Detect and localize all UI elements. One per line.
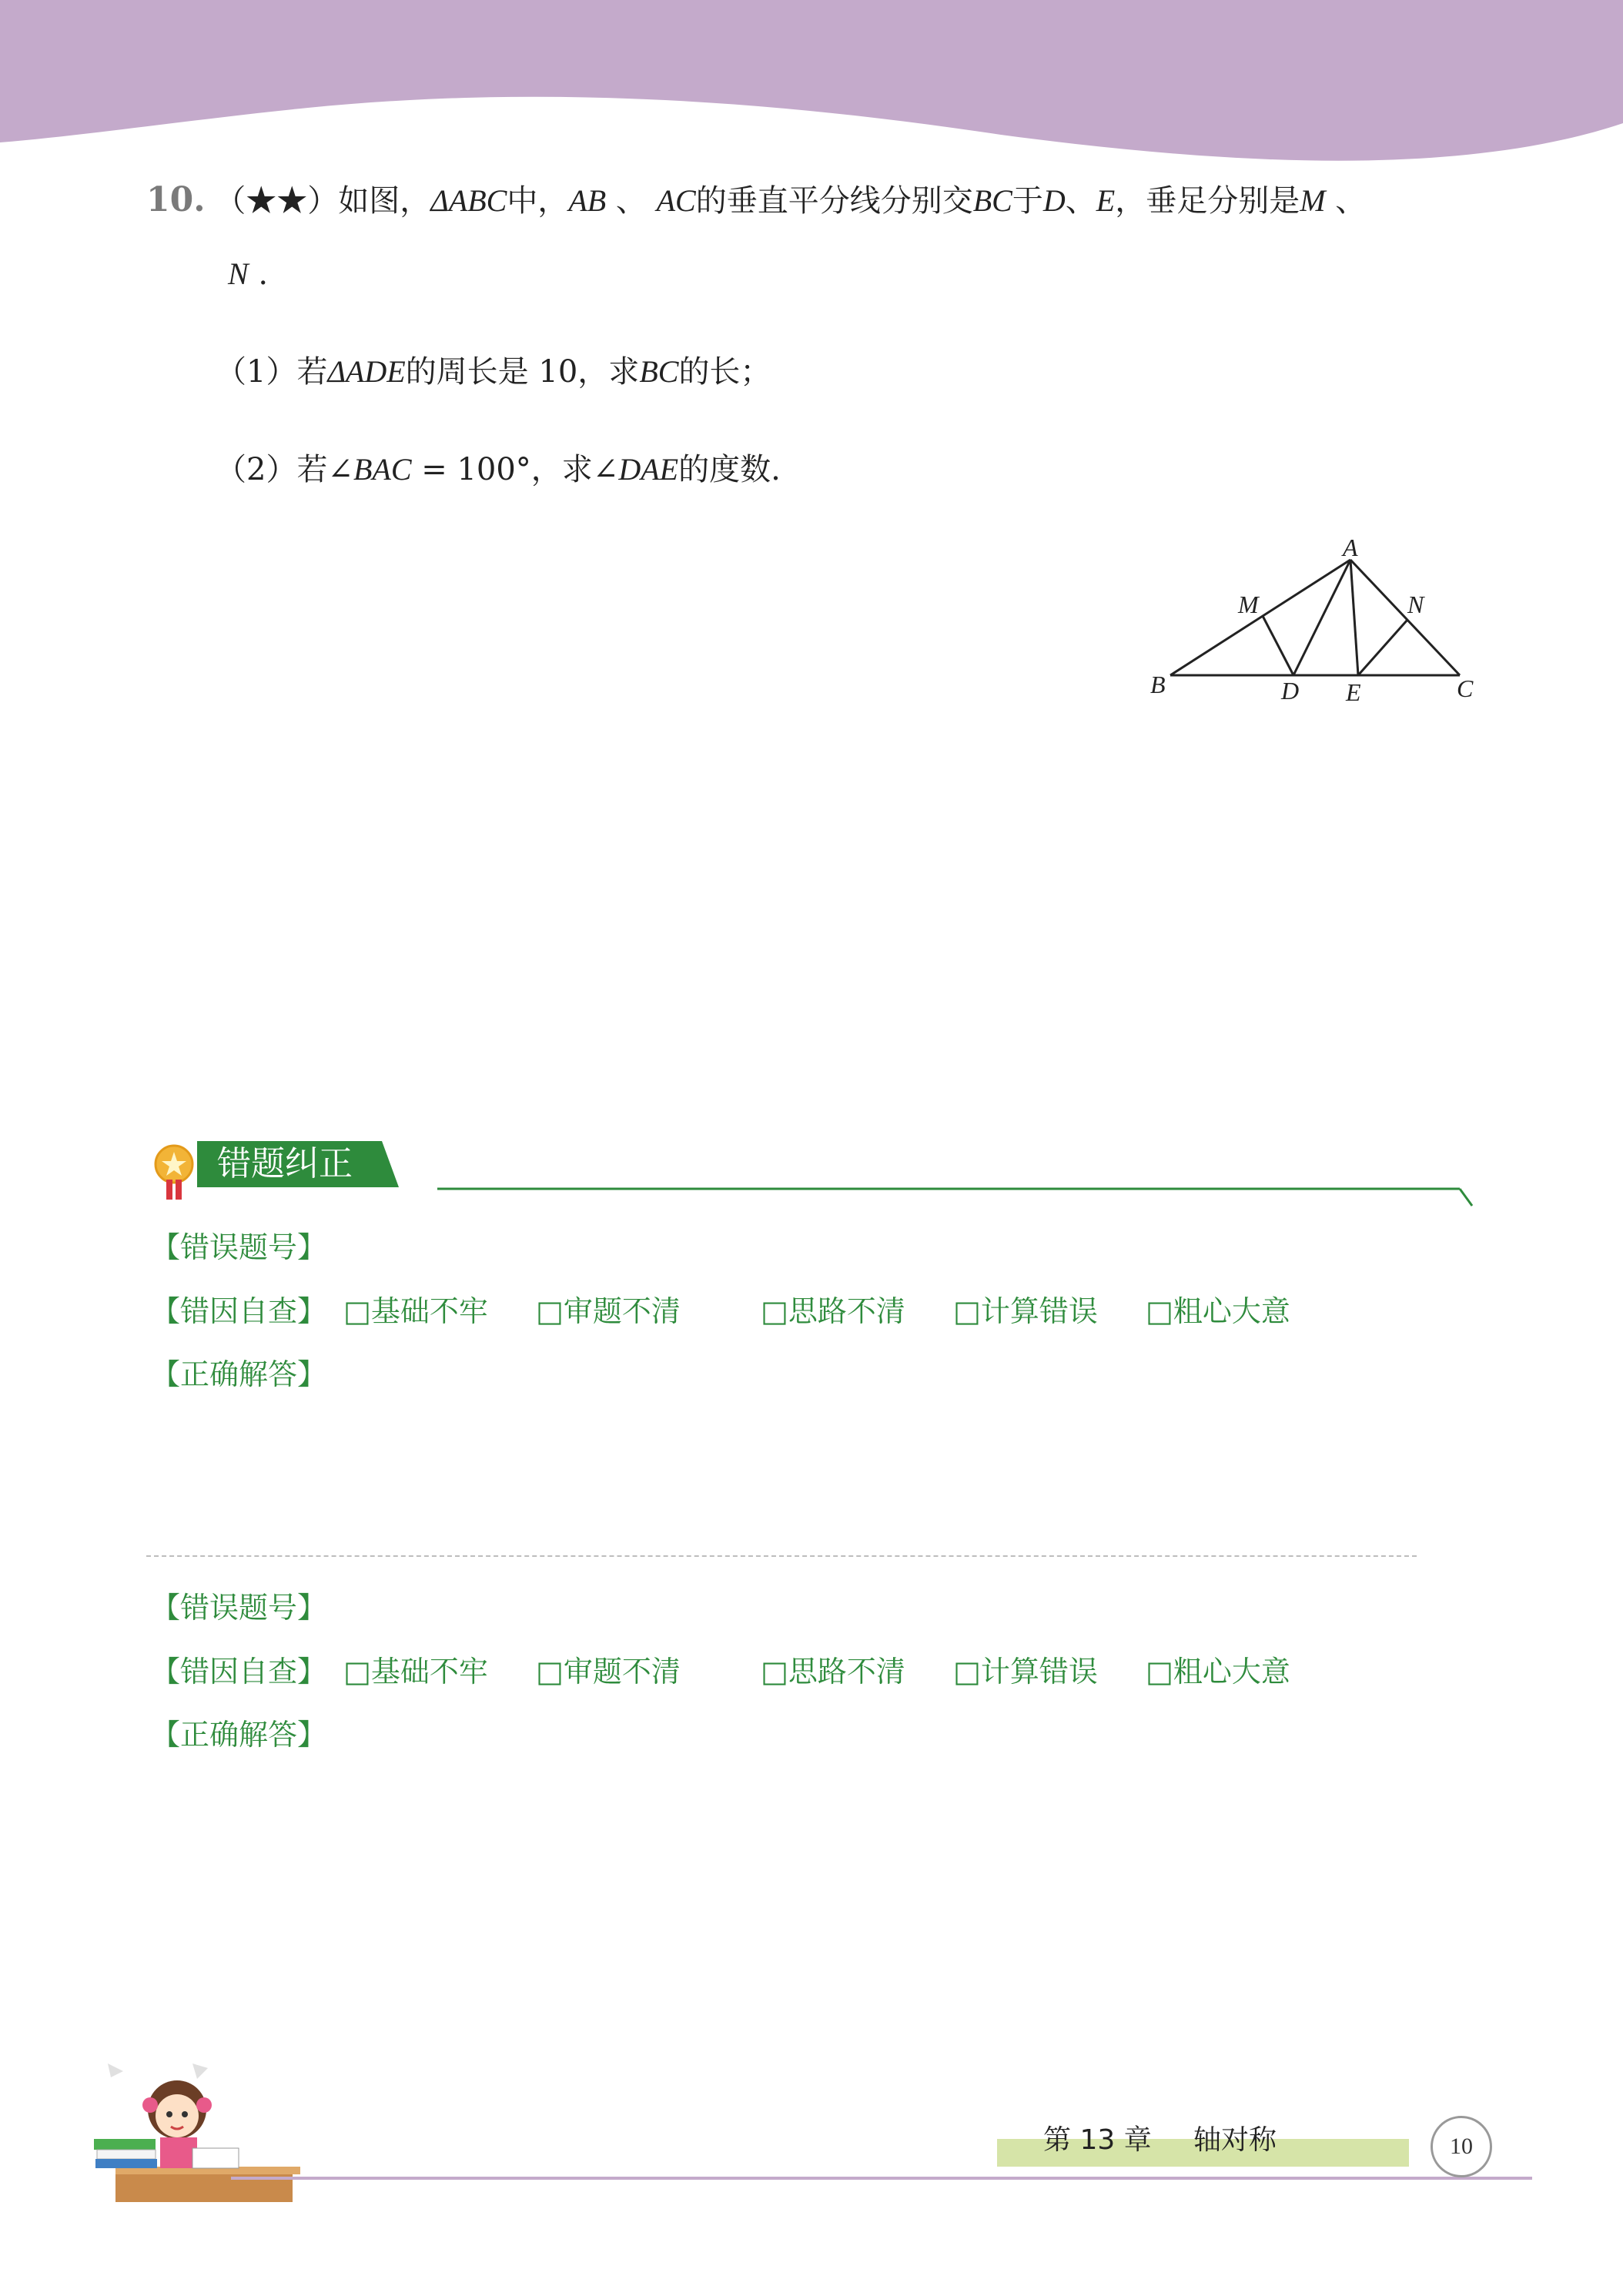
triangle-abc: ΔABC	[430, 183, 507, 218]
correction-title: 错题纠正	[217, 1144, 353, 1183]
wrong-number-label-2: 【错误题号】	[151, 1591, 327, 1625]
girl-reading-illustration	[77, 2040, 308, 2217]
footer-chapter-title: 轴对称	[1193, 2124, 1277, 2156]
option-reading-1[interactable]: □审题不清	[536, 1294, 681, 1328]
footer-chapter: 第 13 章	[1043, 2124, 1152, 2156]
section-divider	[146, 1555, 1417, 1557]
label-m: M	[1238, 591, 1259, 618]
page-number: 10	[1431, 2116, 1492, 2177]
option-careless-1[interactable]: □粗心大意	[1146, 1294, 1290, 1328]
option-basics-2[interactable]: □基础不牢	[343, 1655, 488, 1689]
label-c: C	[1457, 674, 1474, 702]
question-part-2: （2）若∠BAC = 100°，求∠DAE的度数.	[216, 452, 781, 487]
triangle-figure	[1139, 531, 1494, 716]
option-thinking-1[interactable]: □思路不清	[761, 1294, 905, 1328]
cause-label-2: 【错因自查】	[151, 1655, 327, 1689]
question-number: 10.	[146, 180, 206, 219]
footer-line	[231, 2177, 1532, 2180]
label-d: D	[1281, 677, 1300, 705]
option-careless-2[interactable]: □粗心大意	[1146, 1655, 1290, 1689]
option-reading-2[interactable]: □审题不清	[536, 1655, 681, 1689]
option-calculation-1[interactable]: □计算错误	[953, 1294, 1098, 1328]
question-stars: （★★）	[215, 183, 339, 219]
option-basics-1[interactable]: □基础不牢	[343, 1294, 488, 1328]
label-e: E	[1346, 678, 1361, 706]
question-part-1: （1）若ΔADE的周长是 10，求BC的长；	[216, 354, 771, 390]
top-banner	[0, 0, 1623, 177]
cause-label-1: 【错因自查】	[151, 1294, 327, 1328]
question-line-1: 10. （★★）如图，ΔABC中，AB 、 AC的垂直平分线分别交BC于D、E，垂足分别是M 、	[146, 180, 1367, 219]
answer-label-1: 【正确解答】	[151, 1357, 327, 1391]
answer-label-2: 【正确解答】	[151, 1718, 327, 1752]
option-calculation-2[interactable]: □计算错误	[953, 1655, 1098, 1689]
label-a: A	[1343, 534, 1358, 561]
wrong-number-label-1: 【错误题号】	[151, 1230, 327, 1264]
option-thinking-2[interactable]: □思路不清	[761, 1655, 905, 1689]
label-b: B	[1150, 671, 1166, 698]
label-n: N	[1407, 591, 1424, 618]
question-line-2: N .	[228, 256, 269, 292]
